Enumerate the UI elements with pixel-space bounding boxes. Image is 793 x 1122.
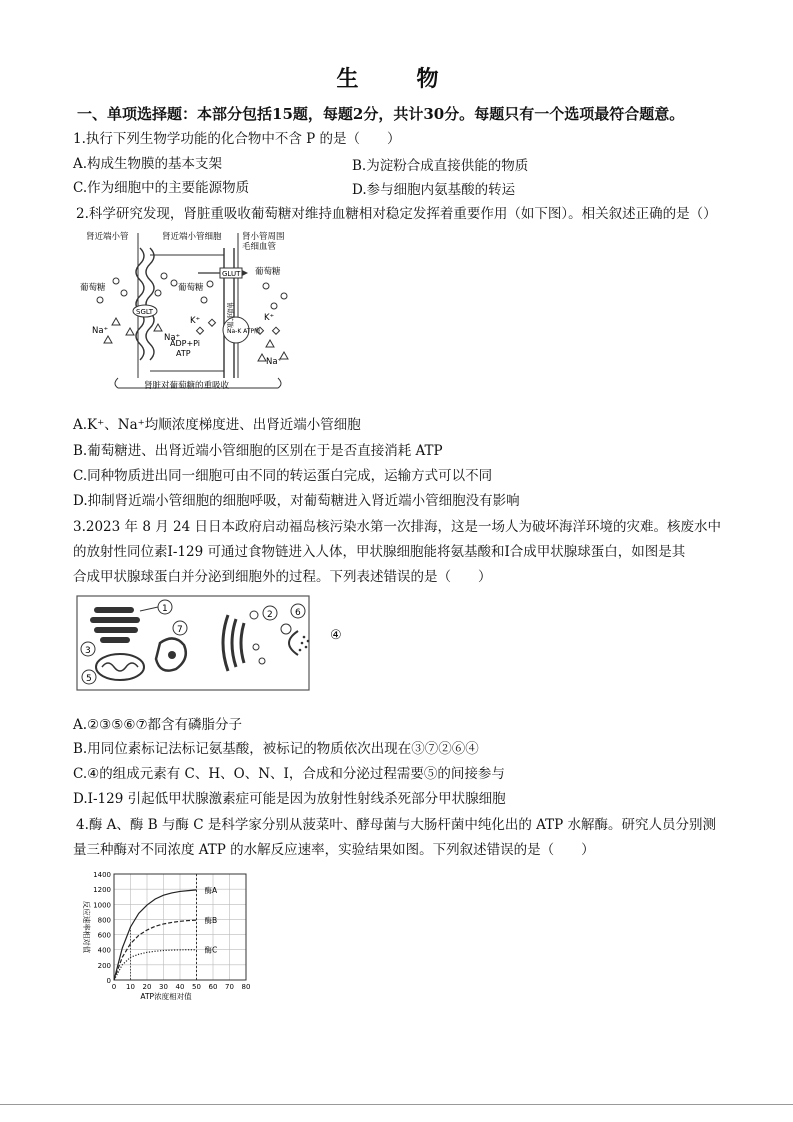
q1-stem: 1.执行下列生物学功能的化合物中不含 P 的是（ ） (73, 131, 401, 147)
thyroid-cell-figure (76, 595, 310, 691)
glucose-label-center: 葡萄糖 (178, 283, 204, 293)
diffusion-label: 协助扩散 (226, 302, 234, 328)
kidney-glucose-figure (78, 228, 298, 390)
series-label-2: 酶B (204, 916, 218, 926)
x-tick-label: 10 (126, 983, 135, 991)
k-label-cell: K⁺ (190, 316, 201, 326)
q2-option-b: B.葡萄糖进、出肾近端小管细胞的区别在于是否直接消耗 ATP (73, 443, 443, 459)
q3-option-d: D.Ⅰ-129 引起低甲状腺激素症可能是因为放射性射线杀死部分甲状腺细胞 (73, 791, 506, 807)
glucose-label-left: 葡萄糖 (80, 283, 106, 293)
q2-option-d: D.抑制肾近端小管细胞的细胞呼吸，对葡萄糖进入肾近端小管细胞没有影响 (73, 493, 520, 509)
glut-label: GLUT (222, 270, 241, 278)
y-tick-label: 800 (97, 916, 111, 925)
q3-stem-line1: 3.2023 年 8 月 24 日日本政府启动福岛核污染水第一次排海，这是一场人为破坏海洋环境的灾难。核废水中 (73, 519, 721, 535)
label-7: 7 (177, 625, 183, 635)
x-tick-label: 20 (142, 983, 152, 991)
label-6: 6 (295, 608, 301, 618)
pump-label: Na-K ATP酶 (227, 328, 261, 335)
x-tick-label: 40 (175, 983, 185, 991)
y-tick-label: 600 (97, 931, 111, 940)
x-tick-label: 0 (111, 983, 117, 991)
y-axis-label: 反应速率相对值 (82, 900, 91, 954)
q1-option-d: D.参与细胞内氨基酸的转运 (352, 182, 516, 198)
atp-label: ATP (176, 349, 191, 358)
q3-option-a: A.②③⑤⑥⑦都含有磷脂分子 (73, 717, 243, 733)
q2-option-c: C.同种物质进出同一细胞可由不同的转运蛋白完成，运输方式可以不同 (73, 468, 493, 484)
q3-option-c: C.④的组成元素有 C、H、O、N、I，合成和分泌过程需要⑤的间接参与 (73, 766, 505, 782)
label-2: 2 (267, 610, 273, 620)
x-tick-label: 30 (159, 983, 168, 991)
q1-option-c: C.作为细胞中的主要能源物质 (73, 180, 250, 196)
label-capillary: 肾小管周围 (242, 232, 285, 242)
y-tick-label: 0 (106, 977, 111, 985)
x-axis-label: ATP浓度相对值 (140, 992, 192, 1001)
label-tubule-cell: 肾近端小管细胞 (162, 232, 222, 242)
label-5: 5 (86, 674, 92, 684)
q3-stem-line2: 的放射性同位素Ⅰ-129 可通过食物链进入人体，甲状腺细胞能将氨基酸和Ⅰ合成甲状腺球蛋白，如图是其 (73, 544, 686, 560)
series-line-1 (114, 890, 197, 980)
q1-option-a: A.构成生物膜的基本支架 (73, 156, 223, 172)
na-label-right: Na⁺ (266, 357, 283, 367)
figure-caption: 肾脏对葡萄糖的重吸收 (144, 381, 230, 390)
section-heading: 一、单项选择题：本部分包括15题，每题2分，共计30分。每题只有一个选项最符合题意。 (77, 105, 685, 123)
series-label-1: 酶A (204, 885, 218, 895)
glucose-label-right: 葡萄糖 (255, 267, 281, 277)
x-tick-label: 60 (208, 983, 218, 991)
label-1: 1 (162, 604, 168, 614)
adp-label: ADP+Pi (170, 339, 201, 348)
y-tick-label: 1400 (93, 871, 111, 879)
x-tick-label: 50 (192, 983, 201, 991)
y-tick-label: 1200 (93, 886, 111, 895)
q4-stem-line2: 量三种酶对不同浓度 ATP 的水解反应速率，实验结果如图。下列叙述错误的是（ ） (73, 842, 595, 858)
y-tick-label: 200 (97, 961, 111, 970)
x-tick-label: 80 (241, 983, 251, 991)
label-4-outside: ④ (330, 628, 342, 643)
y-tick-label: 400 (97, 946, 111, 955)
k-label-right: K⁺ (264, 313, 275, 323)
q3-option-b: B.用同位素标记法标记氨基酸，被标记的物质依次出现在③⑦②⑥④ (73, 741, 479, 757)
q1-option-b: B.为淀粉合成直接供能的物质 (352, 158, 529, 174)
x-tick-label: 70 (225, 983, 234, 991)
label-3: 3 (85, 646, 91, 656)
enzyme-rate-chart (72, 866, 262, 1004)
q2-stem: 2.科学研究发现，肾脏重吸收葡萄糖对维持血糖相对稳定发挥着重要作用（如下图）。相关叙述正确的是（） (76, 206, 717, 222)
na-label-left: Na⁺ (92, 326, 109, 336)
label-capillary-2: 毛细血管 (242, 242, 277, 252)
page-title: 生 物 (336, 66, 457, 92)
series-line-2 (114, 920, 197, 980)
label-proximal-tubule: 肾近端小管 (86, 232, 129, 242)
y-tick-label: 1000 (93, 901, 111, 910)
q4-stem-line1: 4.酶 A、酶 B 与酶 C 是科学家分别从菠菜叶、酵母菌与大肠杆菌中纯化出的 ATP 水解酶。研究人员分别测 (76, 817, 717, 833)
q3-stem-line3: 合成甲状腺球蛋白并分泌到细胞外的过程。下列表述错误的是（ ） (73, 569, 492, 585)
series-label-3: 酶C (204, 945, 218, 955)
q2-option-a: A.K⁺、Na⁺均顺浓度梯度进、出肾近端小管细胞 (73, 417, 361, 433)
na-label-cell: Na⁺ (164, 333, 181, 343)
sglt-label: SGLT (136, 308, 154, 316)
page-bottom-rule (0, 1104, 793, 1105)
